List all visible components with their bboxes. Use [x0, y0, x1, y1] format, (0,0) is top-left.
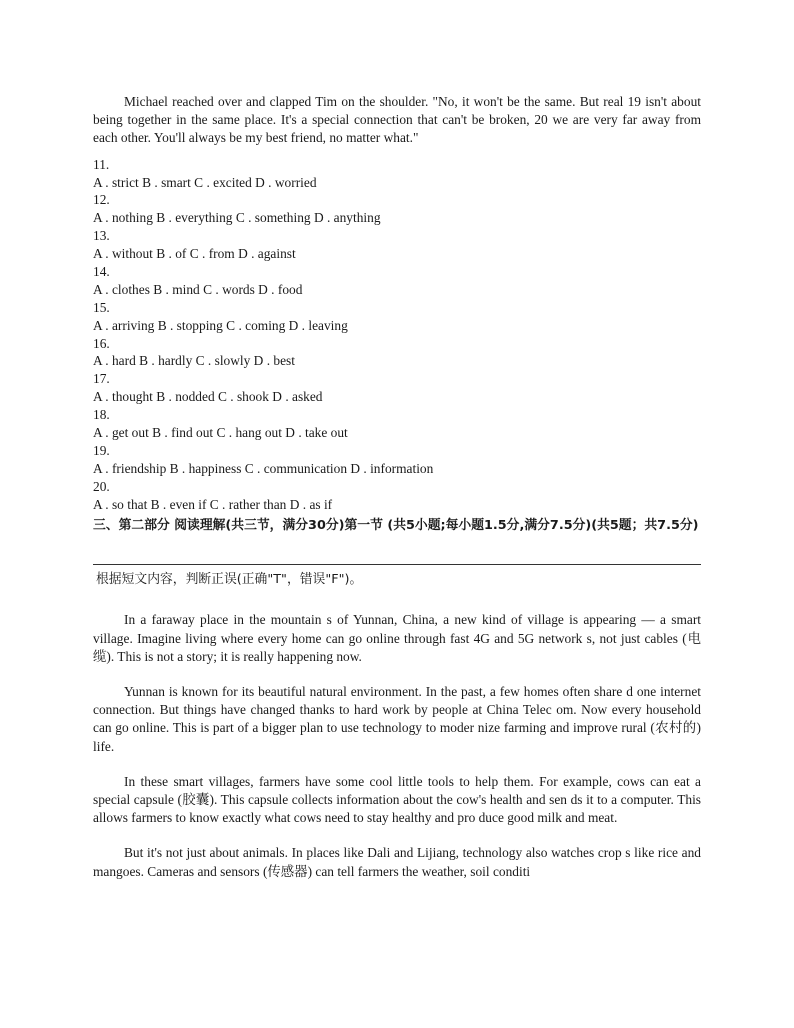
- question-number: 20.: [93, 478, 110, 494]
- question-options: A . arriving B . stopping C . coming D . leaving: [93, 317, 348, 333]
- instruction-text: 根据短文内容，判断正误(正确"T"，错误"F")。: [96, 572, 363, 588]
- question-options: A . friendship B . happiness C . communication D . information: [93, 460, 434, 476]
- reading-paragraph: Yunnan is known for its beautiful natural environment. In the past, a few homes often share d one internet connection. But things have changed thanks to hard work by people at China Telec om. Now every household can go online. This is part of a bigger plan to use technology to moder nize farming and improve rural (农村的) life.: [93, 684, 701, 754]
- question-number: 17.: [93, 371, 110, 387]
- question-number: 15.: [93, 299, 110, 315]
- intro-paragraph: Michael reached over and clapped Tim on the shoulder. "No, it won't be the same. But real 19 isn't about being together in the same place. It's a special connection that can't be broken, 20 we are very far away from each other. You'll always be my best friend, no matter what.": [93, 94, 701, 146]
- section-divider: [93, 564, 701, 565]
- section-heading: 三、第二部分 阅读理解(共三节，满分30分)第一节 (共5小题;每小题1.5分,满分7.5分)(共5题；共7.5分): [93, 518, 699, 534]
- question-number: 13.: [93, 228, 110, 244]
- question-number: 11.: [93, 156, 110, 172]
- question-options: A . clothes B . mind C . words D . food: [93, 281, 303, 297]
- question-item: [93, 299, 701, 335]
- document-page: [93, 93, 701, 898]
- question-options: A . without B . of C . from D . against: [93, 246, 296, 262]
- question-item: [93, 263, 701, 299]
- question-item: [93, 227, 701, 263]
- question-options: A . get out B . find out C . hang out D . take out: [93, 424, 348, 440]
- question-item: [93, 370, 701, 406]
- question-item: [93, 191, 701, 227]
- question-options: A . so that B . even if C . rather than D . as if: [93, 496, 333, 512]
- question-number: 18.: [93, 407, 110, 423]
- question-number: 12.: [93, 192, 110, 208]
- question-item: [93, 335, 701, 371]
- question-options: A . thought B . nodded C . shook D . asked: [93, 389, 323, 405]
- question-options: A . hard B . hardly C . slowly D . best: [93, 353, 295, 369]
- question-item: [93, 442, 701, 478]
- reading-paragraph: In a faraway place in the mountain s of Yunnan, China, a new kind of village is appearing — a smart village. Imagine living where every home can go online through fast 4G and 5G network s, not just cables (电缆). This is not a story; it is really happening now.: [93, 612, 701, 664]
- reading-paragraph: In these smart villages, farmers have some cool little tools to help them. For example, cows can eat a special capsule (胶囊). This capsule collects information about the cow's health and sen ds it to a computer. This allows farmers to know exactly what cows need to stay healthy and pro duce good milk and meat.: [93, 773, 701, 826]
- question-number: 19.: [93, 442, 110, 458]
- question-number: 16.: [93, 335, 110, 351]
- question-options: A . strict B . smart C . excited D . worried: [93, 174, 317, 190]
- question-number: 14.: [93, 263, 110, 279]
- question-list: [93, 156, 701, 514]
- question-options: A . nothing B . everything C . something D . anything: [93, 210, 381, 226]
- reading-paragraph: But it's not just about animals. In places like Dali and Lijiang, technology also watches crop s like rice and mangoes. Cameras and sensors (传感器) can tell farmers the weather, soil conditi: [93, 845, 701, 879]
- question-item: [93, 406, 701, 442]
- question-item: [93, 478, 701, 514]
- reading-passage: [93, 611, 701, 880]
- question-item: [93, 156, 701, 192]
